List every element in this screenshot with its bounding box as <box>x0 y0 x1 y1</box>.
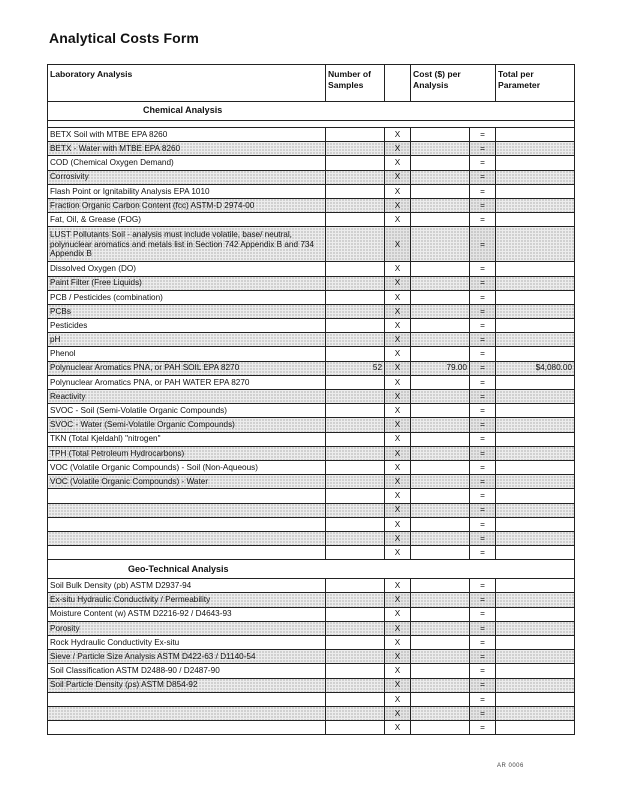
analysis-cell <box>48 517 326 531</box>
total-cell[interactable] <box>496 517 575 531</box>
analysis-cell: Sieve / Particle Size Analysis ASTM D422-63 / D1140-54 <box>48 650 326 664</box>
total-cell[interactable] <box>496 579 575 593</box>
equals-mark: = <box>470 333 496 347</box>
table-row <box>48 404 575 418</box>
x-mark: X <box>385 721 411 735</box>
total-cell[interactable] <box>496 706 575 720</box>
equals-mark: = <box>470 489 496 503</box>
cost-cell[interactable] <box>411 404 470 418</box>
cost-cell[interactable] <box>411 375 470 389</box>
samples-cell[interactable] <box>326 692 385 706</box>
table-row <box>48 347 575 361</box>
samples-cell[interactable] <box>326 664 385 678</box>
total-cell[interactable] <box>496 460 575 474</box>
samples-cell[interactable] <box>326 460 385 474</box>
section-chemical <box>48 102 575 121</box>
total-cell[interactable] <box>496 262 575 276</box>
equals-mark: = <box>470 607 496 621</box>
total-cell[interactable] <box>496 607 575 621</box>
total-cell[interactable] <box>496 721 575 735</box>
samples-cell[interactable] <box>326 262 385 276</box>
analysis-cell: Fat, Oil, & Grease (FOG) <box>48 213 326 227</box>
analysis-cell: Porosity <box>48 621 326 635</box>
equals-mark: = <box>470 184 496 198</box>
cost-cell[interactable] <box>411 692 470 706</box>
table-row <box>48 262 575 276</box>
analysis-cell: VOC (Volatile Organic Compounds) - Soil (Non-Aqueous) <box>48 460 326 474</box>
equals-mark: = <box>470 213 496 227</box>
analysis-cell: SVOC - Soil (Semi-Volatile Organic Compounds) <box>48 404 326 418</box>
x-mark: X <box>385 128 411 142</box>
samples-cell[interactable] <box>326 446 385 460</box>
table-row <box>48 361 575 375</box>
table-row <box>48 475 575 489</box>
samples-cell[interactable] <box>326 579 385 593</box>
total-cell[interactable] <box>496 347 575 361</box>
x-mark: X <box>385 678 411 692</box>
equals-mark: = <box>470 432 496 446</box>
analysis-cell: Dissolved Oxygen (DO) <box>48 262 326 276</box>
samples-cell[interactable] <box>326 170 385 184</box>
table-row <box>48 678 575 692</box>
total-cell[interactable] <box>496 276 575 290</box>
samples-cell[interactable] <box>326 347 385 361</box>
table-row <box>48 546 575 560</box>
table-row <box>48 460 575 474</box>
x-mark: X <box>385 517 411 531</box>
x-mark: X <box>385 333 411 347</box>
equals-mark: = <box>470 276 496 290</box>
analysis-cell: Flash Point or Ignitability Analysis EPA 1010 <box>48 184 326 198</box>
equals-mark: = <box>470 198 496 212</box>
section-geotechnical <box>48 560 575 579</box>
x-mark: X <box>385 706 411 720</box>
equals-mark: = <box>470 170 496 184</box>
table-row <box>48 593 575 607</box>
cost-cell[interactable] <box>411 579 470 593</box>
section-chemical-title: Chemical Analysis <box>48 102 575 121</box>
cost-cell[interactable] <box>411 607 470 621</box>
equals-mark: = <box>470 347 496 361</box>
total-cell[interactable] <box>496 692 575 706</box>
total-cell[interactable] <box>496 156 575 170</box>
cost-cell[interactable] <box>411 475 470 489</box>
cost-cell[interactable]: 79.00 <box>411 361 470 375</box>
cost-cell[interactable] <box>411 706 470 720</box>
samples-cell[interactable] <box>326 184 385 198</box>
cost-cell[interactable] <box>411 418 470 432</box>
x-mark: X <box>385 290 411 304</box>
total-cell[interactable] <box>496 375 575 389</box>
cost-cell[interactable] <box>411 678 470 692</box>
analysis-cell <box>48 489 326 503</box>
equals-mark: = <box>470 319 496 333</box>
total-cell[interactable] <box>496 290 575 304</box>
cost-cell[interactable] <box>411 276 470 290</box>
x-mark: X <box>385 418 411 432</box>
x-mark: X <box>385 621 411 635</box>
x-mark: X <box>385 489 411 503</box>
table-row <box>48 636 575 650</box>
analysis-cell: Ex-situ Hydraulic Conductivity / Permeability <box>48 593 326 607</box>
x-mark: X <box>385 347 411 361</box>
samples-cell[interactable] <box>326 432 385 446</box>
total-cell[interactable] <box>496 489 575 503</box>
equals-mark: = <box>470 621 496 635</box>
total-cell[interactable] <box>496 636 575 650</box>
total-cell[interactable] <box>496 390 575 404</box>
equals-mark: = <box>470 531 496 545</box>
samples-cell[interactable] <box>326 517 385 531</box>
table-row <box>48 489 575 503</box>
header-total: Total per Parameter <box>496 65 575 102</box>
samples-cell[interactable] <box>326 198 385 212</box>
table-row <box>48 517 575 531</box>
equals-mark: = <box>470 636 496 650</box>
equals-mark: = <box>470 262 496 276</box>
equals-mark: = <box>470 390 496 404</box>
x-mark: X <box>385 184 411 198</box>
table-row <box>48 198 575 212</box>
samples-cell[interactable] <box>326 607 385 621</box>
x-mark: X <box>385 361 411 375</box>
samples-cell[interactable] <box>326 621 385 635</box>
analysis-cell: VOC (Volatile Organic Compounds) - Water <box>48 475 326 489</box>
samples-cell[interactable] <box>326 290 385 304</box>
table-row <box>48 390 575 404</box>
equals-mark: = <box>470 721 496 735</box>
analysis-cell: Fraction Organic Carbon Content (fcc) ASTM-D 2974-00 <box>48 198 326 212</box>
total-cell[interactable] <box>496 404 575 418</box>
equals-mark: = <box>470 664 496 678</box>
cost-cell[interactable] <box>411 636 470 650</box>
analysis-cell: Soil Bulk Density (ρb) ASTM D2937-94 <box>48 579 326 593</box>
samples-cell[interactable] <box>326 721 385 735</box>
equals-mark: = <box>470 404 496 418</box>
samples-cell[interactable] <box>326 503 385 517</box>
total-cell[interactable] <box>496 198 575 212</box>
samples-cell[interactable] <box>326 531 385 545</box>
samples-cell[interactable] <box>326 304 385 318</box>
total-cell[interactable] <box>496 446 575 460</box>
x-mark: X <box>385 170 411 184</box>
total-cell[interactable] <box>496 593 575 607</box>
cost-cell[interactable] <box>411 227 470 262</box>
table-row <box>48 621 575 635</box>
analysis-cell: LUST Pollutants Soil - analysis must include volatile, base/ neutral, polynuclear aromatics and metals list in Section 742 Appendix B and 734 Appendix B <box>48 227 326 262</box>
total-cell[interactable] <box>496 621 575 635</box>
total-cell[interactable] <box>496 503 575 517</box>
x-mark: X <box>385 276 411 290</box>
analysis-cell: Moisture Content (w) ASTM D2216-92 / D4643-93 <box>48 607 326 621</box>
samples-cell[interactable] <box>326 650 385 664</box>
equals-mark: = <box>470 290 496 304</box>
analysis-cell <box>48 503 326 517</box>
analysis-cell: Paint Filter (Free Liquids) <box>48 276 326 290</box>
x-mark: X <box>385 546 411 560</box>
equals-mark: = <box>470 546 496 560</box>
x-mark: X <box>385 636 411 650</box>
total-cell[interactable] <box>496 333 575 347</box>
total-cell[interactable] <box>496 213 575 227</box>
table-row <box>48 170 575 184</box>
cost-cell[interactable] <box>411 304 470 318</box>
x-mark: X <box>385 664 411 678</box>
x-mark: X <box>385 475 411 489</box>
table-row <box>48 128 575 142</box>
table-row <box>48 579 575 593</box>
samples-cell[interactable] <box>326 636 385 650</box>
samples-cell[interactable] <box>326 418 385 432</box>
samples-cell[interactable] <box>326 333 385 347</box>
analysis-cell: Polynuclear Aromatics PNA, or PAH SOIL EPA 8270 <box>48 361 326 375</box>
analysis-cell: PCBs <box>48 304 326 318</box>
total-cell[interactable] <box>496 664 575 678</box>
equals-mark: = <box>470 650 496 664</box>
table-row <box>48 184 575 198</box>
total-cell[interactable] <box>496 319 575 333</box>
analysis-cell: SVOC - Water (Semi-Volatile Organic Compounds) <box>48 418 326 432</box>
analysis-cell: PCB / Pesticides (combination) <box>48 290 326 304</box>
total-cell[interactable] <box>496 432 575 446</box>
analytical-costs-table <box>47 64 575 735</box>
x-mark: X <box>385 650 411 664</box>
analysis-cell: Corrosivity <box>48 170 326 184</box>
equals-mark: = <box>470 304 496 318</box>
x-mark: X <box>385 607 411 621</box>
total-cell[interactable] <box>496 475 575 489</box>
cost-cell[interactable] <box>411 446 470 460</box>
samples-cell[interactable] <box>326 227 385 262</box>
samples-cell[interactable] <box>326 375 385 389</box>
x-mark: X <box>385 213 411 227</box>
x-mark: X <box>385 227 411 262</box>
samples-cell[interactable] <box>326 475 385 489</box>
table-row <box>48 319 575 333</box>
table-row <box>48 706 575 720</box>
x-mark: X <box>385 446 411 460</box>
analysis-cell: TPH (Total Petroleum Hydrocarbons) <box>48 446 326 460</box>
table-row <box>48 721 575 735</box>
table-row <box>48 446 575 460</box>
total-cell[interactable] <box>496 227 575 262</box>
x-mark: X <box>385 404 411 418</box>
equals-mark: = <box>470 128 496 142</box>
header-x-spacer <box>385 65 411 102</box>
samples-cell[interactable] <box>326 142 385 156</box>
cost-cell[interactable] <box>411 213 470 227</box>
header-row <box>48 65 575 102</box>
equals-mark: = <box>470 375 496 389</box>
header-cost: Cost ($) per Analysis <box>411 65 496 102</box>
table-row <box>48 692 575 706</box>
cost-cell[interactable] <box>411 432 470 446</box>
cost-cell[interactable] <box>411 319 470 333</box>
analysis-cell: Soil Classification ASTM D2488-90 / D2487-90 <box>48 664 326 678</box>
samples-cell[interactable] <box>326 390 385 404</box>
total-cell[interactable] <box>496 304 575 318</box>
cost-cell[interactable] <box>411 517 470 531</box>
samples-cell[interactable]: 52 <box>326 361 385 375</box>
form-title: Analytical Costs Form <box>49 30 199 46</box>
analysis-cell: Reactivity <box>48 390 326 404</box>
x-mark: X <box>385 460 411 474</box>
cost-cell[interactable] <box>411 262 470 276</box>
x-mark: X <box>385 692 411 706</box>
analysis-cell <box>48 546 326 560</box>
cost-cell[interactable] <box>411 198 470 212</box>
cost-cell[interactable] <box>411 390 470 404</box>
samples-cell[interactable] <box>326 706 385 720</box>
x-mark: X <box>385 319 411 333</box>
total-cell[interactable] <box>496 128 575 142</box>
header-analysis: Laboratory Analysis <box>48 65 326 102</box>
equals-mark: = <box>470 517 496 531</box>
equals-mark: = <box>470 692 496 706</box>
cost-cell[interactable] <box>411 650 470 664</box>
cost-cell[interactable] <box>411 460 470 474</box>
equals-mark: = <box>470 706 496 720</box>
table-row <box>48 650 575 664</box>
analysis-cell: Rock Hydraulic Conductivity Ex-situ <box>48 636 326 650</box>
footer-reference: AR 0006 <box>497 763 524 769</box>
table-row <box>48 375 575 389</box>
equals-mark: = <box>470 418 496 432</box>
x-mark: X <box>385 390 411 404</box>
x-mark: X <box>385 579 411 593</box>
cost-cell[interactable] <box>411 128 470 142</box>
table-row <box>48 304 575 318</box>
equals-mark: = <box>470 678 496 692</box>
equals-mark: = <box>470 503 496 517</box>
samples-cell[interactable] <box>326 276 385 290</box>
table-row <box>48 156 575 170</box>
cost-cell[interactable] <box>411 184 470 198</box>
cost-cell[interactable] <box>411 546 470 560</box>
analysis-cell: COD (Chemical Oxygen Demand) <box>48 156 326 170</box>
total-cell[interactable] <box>496 531 575 545</box>
samples-cell[interactable] <box>326 546 385 560</box>
cost-cell[interactable] <box>411 503 470 517</box>
section-gap <box>48 121 575 128</box>
total-cell[interactable]: $4,080.00 <box>496 361 575 375</box>
table-row <box>48 503 575 517</box>
cost-cell[interactable] <box>411 333 470 347</box>
analysis-cell <box>48 692 326 706</box>
cost-cell[interactable] <box>411 142 470 156</box>
section-geotechnical-title: Geo-Technical Analysis <box>48 560 575 579</box>
samples-cell[interactable] <box>326 213 385 227</box>
equals-mark: = <box>470 593 496 607</box>
analysis-cell: BETX Soil with MTBE EPA 8260 <box>48 128 326 142</box>
table-row <box>48 418 575 432</box>
table-row <box>48 432 575 446</box>
total-cell[interactable] <box>496 418 575 432</box>
samples-cell[interactable] <box>326 593 385 607</box>
analysis-cell <box>48 721 326 735</box>
cost-cell[interactable] <box>411 489 470 503</box>
equals-mark: = <box>470 579 496 593</box>
equals-mark: = <box>470 446 496 460</box>
samples-cell[interactable] <box>326 319 385 333</box>
cost-cell[interactable] <box>411 347 470 361</box>
cost-cell[interactable] <box>411 531 470 545</box>
analysis-cell: TKN (Total Kjeldahl) "nitrogen" <box>48 432 326 446</box>
analysis-cell: Pesticides <box>48 319 326 333</box>
x-mark: X <box>385 531 411 545</box>
table-row <box>48 142 575 156</box>
table-row <box>48 227 575 262</box>
table-row <box>48 531 575 545</box>
table-row <box>48 276 575 290</box>
total-cell[interactable] <box>496 184 575 198</box>
table-row <box>48 213 575 227</box>
analysis-cell: Phenol <box>48 347 326 361</box>
x-mark: X <box>385 593 411 607</box>
header-samples: Number of Samples <box>326 65 385 102</box>
equals-mark: = <box>470 361 496 375</box>
cost-cell[interactable] <box>411 664 470 678</box>
cost-cell[interactable] <box>411 621 470 635</box>
total-cell[interactable] <box>496 142 575 156</box>
total-cell[interactable] <box>496 170 575 184</box>
analysis-cell: pH <box>48 333 326 347</box>
cost-cell[interactable] <box>411 156 470 170</box>
analysis-cell: Polynuclear Aromatics PNA, or PAH WATER EPA 8270 <box>48 375 326 389</box>
samples-cell[interactable] <box>326 128 385 142</box>
cost-cell[interactable] <box>411 721 470 735</box>
x-mark: X <box>385 198 411 212</box>
samples-cell[interactable] <box>326 489 385 503</box>
equals-mark: = <box>470 227 496 262</box>
cost-cell[interactable] <box>411 290 470 304</box>
x-mark: X <box>385 375 411 389</box>
equals-mark: = <box>470 156 496 170</box>
cost-cell[interactable] <box>411 170 470 184</box>
analysis-cell <box>48 531 326 545</box>
analysis-cell: BETX - Water with MTBE EPA 8260 <box>48 142 326 156</box>
total-cell[interactable] <box>496 650 575 664</box>
equals-mark: = <box>470 475 496 489</box>
samples-cell[interactable] <box>326 156 385 170</box>
equals-mark: = <box>470 460 496 474</box>
cost-cell[interactable] <box>411 593 470 607</box>
x-mark: X <box>385 432 411 446</box>
x-mark: X <box>385 142 411 156</box>
analysis-cell: Soil Particle Density (ρs) ASTM D854-92 <box>48 678 326 692</box>
table-row <box>48 290 575 304</box>
total-cell[interactable] <box>496 546 575 560</box>
analysis-cell <box>48 706 326 720</box>
x-mark: X <box>385 262 411 276</box>
samples-cell[interactable] <box>326 404 385 418</box>
x-mark: X <box>385 503 411 517</box>
equals-mark: = <box>470 142 496 156</box>
table-row <box>48 664 575 678</box>
total-cell[interactable] <box>496 678 575 692</box>
table-row <box>48 333 575 347</box>
table-row <box>48 607 575 621</box>
x-mark: X <box>385 304 411 318</box>
samples-cell[interactable] <box>326 678 385 692</box>
x-mark: X <box>385 156 411 170</box>
